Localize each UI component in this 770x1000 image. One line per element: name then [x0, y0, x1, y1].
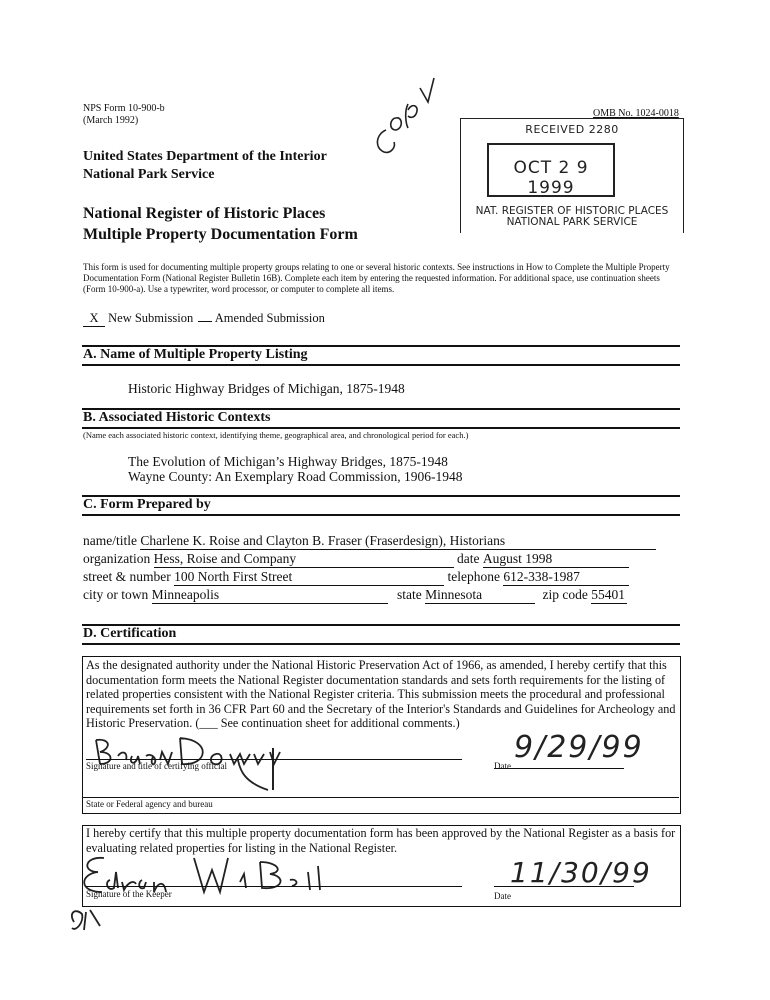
omb-number: OMB No. 1024-0018: [593, 108, 679, 119]
new-submission-checkbox[interactable]: X: [83, 311, 105, 327]
city-field: [83, 587, 627, 604]
telephone-label: telephone: [447, 569, 500, 584]
form-title-2: Multiple Property Documentation Form: [83, 226, 358, 243]
historic-context-2: Wayne County: An Exemplary Road Commission, 1906-1948: [128, 469, 463, 484]
section-c-heading: C. Form Prepared by: [83, 497, 211, 512]
city-label: city or town: [83, 587, 149, 602]
section-b-note: (Name each associated historic context, identifying theme, geographical area, and chronological period for each.): [83, 430, 469, 440]
section-a-bottom-rule: [82, 364, 680, 366]
amended-submission-label: Amended Submission: [214, 311, 325, 325]
name-title-value[interactable]: Charlene K. Roise and Clayton B. Fraser (Fraserdesign), Historians: [140, 533, 656, 550]
state-value[interactable]: Minnesota: [425, 587, 535, 604]
cert-date-line: [494, 768, 624, 769]
amended-submission-checkbox[interactable]: [198, 321, 212, 322]
section-b-bottom-rule: [82, 427, 680, 429]
stamp-date-box: [487, 143, 615, 197]
organization-field: [83, 551, 629, 568]
zip-label: zip code: [542, 587, 588, 602]
form-date: (March 1992): [83, 115, 139, 126]
service: National Park Service: [83, 167, 215, 182]
instructions: This form is used for documenting multiple property groups relating to one or several historic contexts. See instructions in How to Complete the Multiple Property Documentation Form (National Register Bulletin 16B). Complete each item by entering the requested information. For additional space, use continuation sheets (Form 10-900-a). Use a typewriter, word processor, or computer to complete all items.: [83, 262, 670, 294]
agency-line: [82, 797, 679, 798]
date-prepared-label: date: [456, 551, 480, 566]
organization-value[interactable]: Hess, Roise and Company: [154, 551, 454, 568]
handwritten-copy-note: [368, 68, 438, 158]
department: United States Department of the Interior: [83, 149, 327, 164]
certification-text: As the designated authority under the National Historic Preservation Act of 1966, as amended, I hereby certify that this documentation form meets the National Register documentation standards and sets forth requirements for the listing of related properties consistent with the National Register criteria. This submission meets the procedural and professional requirements set forth in 36 CFR Part 60 and the Secretary of the Interior's Standards and Guidelines for Archeology and Historic Preservation. (___ See continuation sheet for additional comments.): [86, 658, 676, 731]
signature-label: Signature and title of certifying official: [86, 761, 228, 771]
property-listing-name: Historic Highway Bridges of Michigan, 1875-1948: [128, 381, 405, 396]
received-stamp: [460, 118, 684, 233]
telephone-value[interactable]: 612-338-1987: [503, 569, 629, 586]
date-prepared-value[interactable]: August 1998: [483, 551, 629, 568]
stamp-received: RECEIVED 2280: [525, 123, 619, 136]
name-title-field: [83, 533, 656, 550]
zip-value[interactable]: 55401: [591, 587, 627, 604]
section-d-heading: D. Certification: [83, 626, 177, 641]
state-label: state: [397, 587, 422, 602]
section-d-bottom-rule: [82, 643, 680, 645]
historic-context-1: The Evolution of Michigan’s Highway Bridges, 1875-1948: [128, 454, 448, 469]
form-title-1: National Register of Historic Places: [83, 205, 326, 222]
section-c-bottom-rule: [82, 514, 680, 516]
new-submission-label: New Submission: [108, 311, 194, 325]
form-number: NPS Form 10-900-b: [83, 103, 165, 114]
signature-stroke: [272, 748, 274, 790]
submission-type: [83, 311, 325, 327]
stamp-line1: NAT. REGISTER OF HISTORIC PLACES: [475, 205, 669, 217]
agency-label: State or Federal agency and bureau: [86, 799, 213, 809]
street-label: street & number: [83, 569, 171, 584]
section-b-heading: B. Associated Historic Contexts: [83, 410, 271, 425]
stamp-line2: NATIONAL PARK SERVICE: [506, 216, 638, 228]
signature-line: [86, 759, 462, 760]
section-a-heading: A. Name of Multiple Property Listing: [83, 347, 308, 362]
keeper-date-label: Date: [494, 891, 511, 901]
keeper-date-value: 11/30/99: [510, 856, 652, 889]
keeper-signature-line: [86, 886, 462, 887]
keeper-text: I hereby certify that this multiple property documentation form has been approved by the National Register as a basis for evaluating related properties for listing in the National Register.: [86, 826, 676, 855]
cert-date-value: 9/29/99: [514, 730, 644, 765]
organization-label: organization: [83, 551, 151, 566]
cert-date-label: Date: [494, 761, 511, 771]
street-field: [83, 569, 629, 586]
keeper-signature-label: Signature of the Keeper: [86, 889, 172, 899]
city-value[interactable]: Minneapolis: [152, 587, 388, 604]
stamp-date: OCT 2 9 1999: [513, 158, 589, 198]
name-title-label: name/title: [83, 533, 137, 548]
street-value[interactable]: 100 North First Street: [174, 569, 444, 586]
